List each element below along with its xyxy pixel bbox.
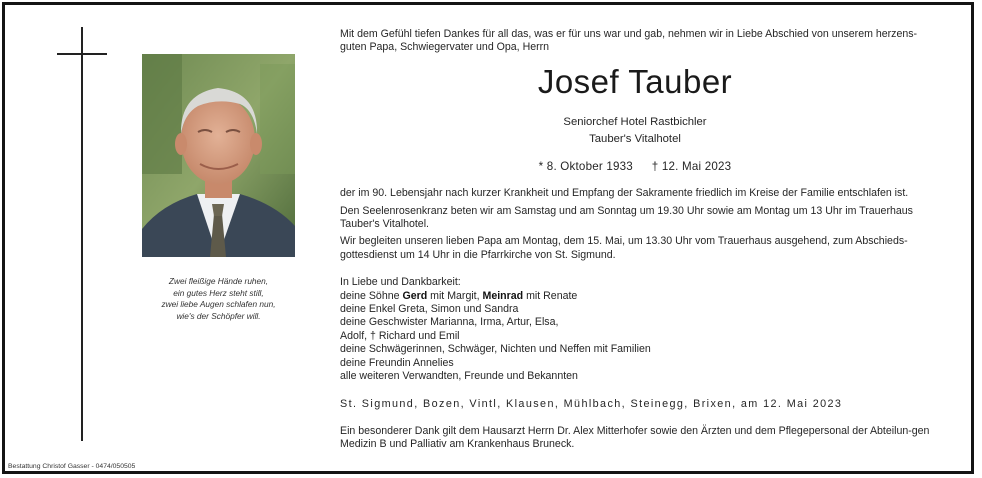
list-item: deine Söhne Gerd mit Margit, Meinrad mit Renate [340,289,578,302]
birth-date: * 8. Oktober 1933 [538,159,633,173]
death-date: † 12. Mai 2023 [651,159,732,173]
poem-line: ein gutes Herz steht still, [173,287,264,298]
list-item: deine Geschwister Marianna, Irma, Artur, Elsa, [340,316,559,329]
list-item: deine Freundin Annelies [340,356,454,369]
notice-text [340,28,930,452]
paragraph: Wir begleiten unseren lieben Papa am Montag, dem 15. Mai, um 13.30 Uhr vom Trauerhaus ausgehend, zum Abschieds-gottesdienst um 14 Uhr in die Pfarrkirche von St. Sigmund. [340,235,908,261]
list-item: deine Schwägerinnen, Schwäger, Nichten und Neffen mit Familien [340,343,651,356]
poem-line: zwei liebe Augen schlafen nun, [161,299,276,310]
list-item: deine Enkel Greta, Simon und Sandra [340,303,519,316]
funeral-home-note: Bestattung Christof Gasser - 0474/050505 [8,463,136,470]
thanks-text: Ein besonderer Dank gilt dem Hausarzt Herrn Dr. Alex Mitterhofer sowie den Ärzten und dem Pflegepersonal der Abteilun-gen Medizin B und Palliativ am Krankenhaus Bruneck. [340,424,930,451]
son-name: Gerd [402,289,428,302]
list-item: alle weiteren Verwandten, Freunde und Bekannten [340,370,578,383]
places-and-date: St. Sigmund, Bozen, Vintl, Klausen, Mühlbach, Steinegg, Brixen, am 12. Mai 2023 [340,397,843,410]
portrait-photo [142,54,295,257]
son-name: Meinrad [482,289,524,302]
deceased-name: Josef Tauber [537,62,733,100]
life-dates [340,160,930,173]
cross-icon-vertical [81,27,83,441]
poem [140,276,297,322]
intro-text: Mit dem Gefühl tiefen Dankes für all das, was er für uns war und gab, nehmen wir in Liebe Abschied von unserem herzens-guten Papa, Schwiegervater und Opa, Herrn [340,28,918,54]
poem-line: Zwei fleißige Hände ruhen, [168,276,269,286]
title-line: Seniorchef Hotel Rastbichler [563,115,707,128]
paragraph: Den Seelenrosenkranz beten wir am Samstag und am Sonntag um 19.30 Uhr sowie am Montag um 13 Uhr im Trauerhaus Tauber's Vitalhotel. [340,204,913,231]
cross-icon-horizontal [57,53,107,55]
poem-line: wie's der Schöpfer will. [176,310,261,321]
mourners-heading: In Liebe und Dankbarkeit: [340,276,461,289]
mourners-list [340,276,930,383]
list-item: Adolf, † Richard und Emil [340,329,460,342]
title-line: Tauber's Vitalhotel [589,132,681,145]
paragraph: der im 90. Lebensjahr nach kurzer Krankheit und Empfang der Sakramente friedlich im Kreise der Familie entschlafen ist. [340,187,909,200]
